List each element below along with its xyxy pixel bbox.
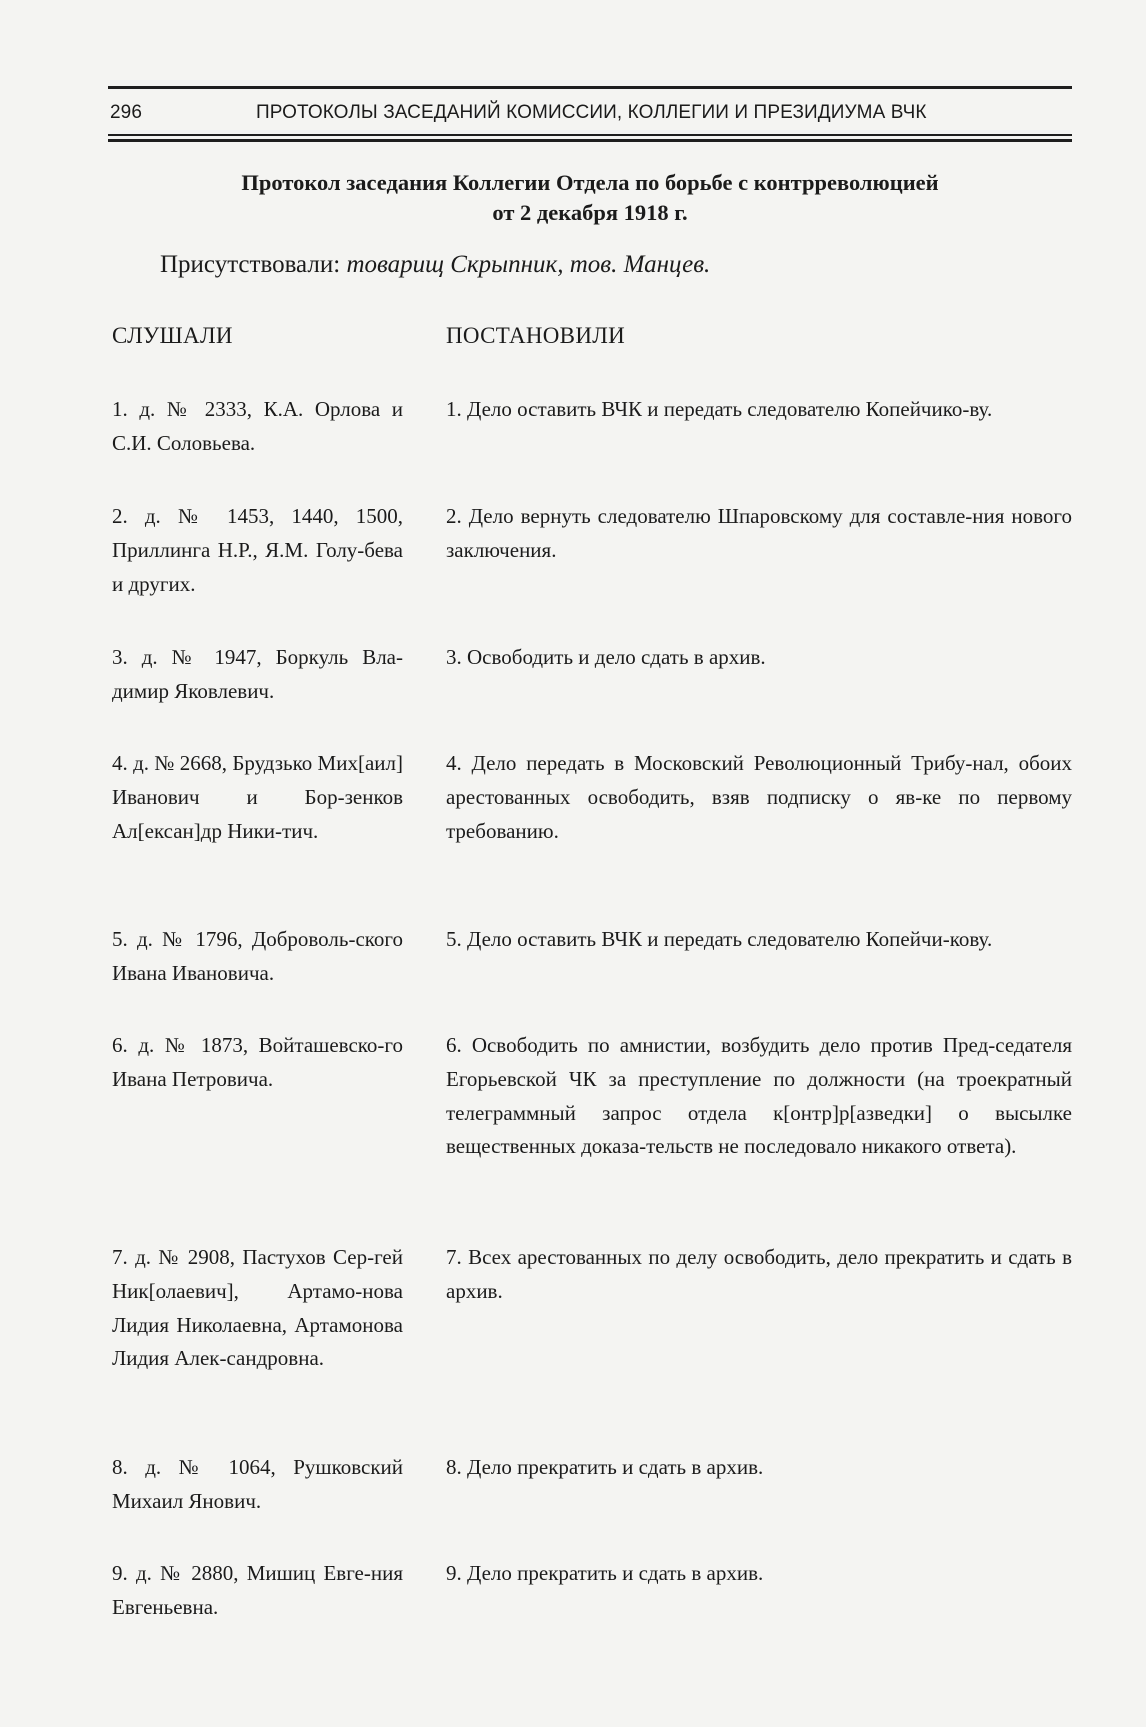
decided-item-1: 1. Дело оставить ВЧК и передать следователю Копейчико-ву. <box>446 397 993 421</box>
decided-item-9: 9. Дело прекратить и сдать в архив. <box>446 1561 764 1585</box>
decided-item-5: 5. Дело оставить ВЧК и передать следователю Копейчи-кову. <box>446 927 993 951</box>
document-title-line-2: от 2 декабря 1918 г. <box>492 200 688 225</box>
heard-item-6: 6. д. № 1873, Войташевско-го Ивана Петровича. <box>112 1033 403 1091</box>
column-heading-decided: ПОСТАНОВИЛИ <box>446 323 626 348</box>
heard-item-7: 7. д. № 2908, Пастухов Сер-гей Ник[олаевич], Артамо-нова Лидия Николаевна, Артамонова Лидия Алек-сандровна. <box>112 1245 403 1371</box>
decided-item-7: 7. Всех арестованных по делу освободить, дело прекратить и сдать в архив. <box>446 1245 1072 1303</box>
heard-item-1: 1. д. № 2333, К.А. Орлова и С.И. Соловьева. <box>112 397 403 455</box>
running-head-title: ПРОТОКОЛЫ ЗАСЕДАНИЙ КОМИССИИ, КОЛЛЕГИИ И ПРЕЗИДИУМА ВЧК <box>256 102 927 123</box>
heard-item-3: 3. д. № 1947, Боркуль Вла-димир Яковлевич. <box>112 645 403 703</box>
heard-item-4: 4. д. № 2668, Брудзько Мих[аил] Иванович и Бор-зенков Ал[ексан]др Ники-тич. <box>112 751 403 843</box>
document-title <box>108 168 1072 228</box>
attendance-label: Присутствовали: <box>160 251 341 278</box>
decided-item-4: 4. Дело передать в Московский Революционный Трибу-нал, обоих арестованных освободить, взяв подписку о яв-ке по первому требованию. <box>446 751 1072 843</box>
heard-item-5: 5. д. № 1796, Доброволь-ского Ивана Ивановича. <box>112 927 403 985</box>
decided-item-3: 3. Освободить и дело сдать в архив. <box>446 645 766 669</box>
decided-item-6: 6. Освободить по амнистии, возбудить дело против Пред-седателя Егорьевской ЧК за преступление по должности (на троекратный телеграммный запрос отдела к[онтр]р[азведки] о высылке вещественных доказа-тельств не последовало никакого ответа). <box>446 1033 1072 1159</box>
attendance <box>160 251 710 279</box>
heard-item-8: 8. д. № 1064, Рушковский Михаил Янович. <box>112 1455 403 1513</box>
header-rule-bottom <box>108 134 1072 136</box>
attendance-names: товарищ Скрыпник, тов. Манцев. <box>346 251 711 278</box>
page-number: 296 <box>110 102 143 123</box>
document-title-line-1: Протокол заседания Коллегии Отдела по борьбе с контрреволюцией <box>241 170 939 195</box>
heard-item-9: 9. д. № 2880, Мишиц Евге-ния Евгеньевна. <box>112 1561 403 1619</box>
decided-item-8: 8. Дело прекратить и сдать в архив. <box>446 1455 764 1479</box>
column-heading-heard: СЛУШАЛИ <box>112 323 233 348</box>
heard-item-2: 2. д. № 1453, 1440, 1500, Приллинга Н.Р., Я.М. Голу-бева и других. <box>112 504 403 596</box>
header-rule-bottom-thick <box>108 139 1072 142</box>
header-rule-top <box>108 86 1072 89</box>
running-head <box>108 100 1072 130</box>
decided-item-2: 2. Дело вернуть следователю Шпаровскому для составле-ния нового заключения. <box>446 504 1072 562</box>
